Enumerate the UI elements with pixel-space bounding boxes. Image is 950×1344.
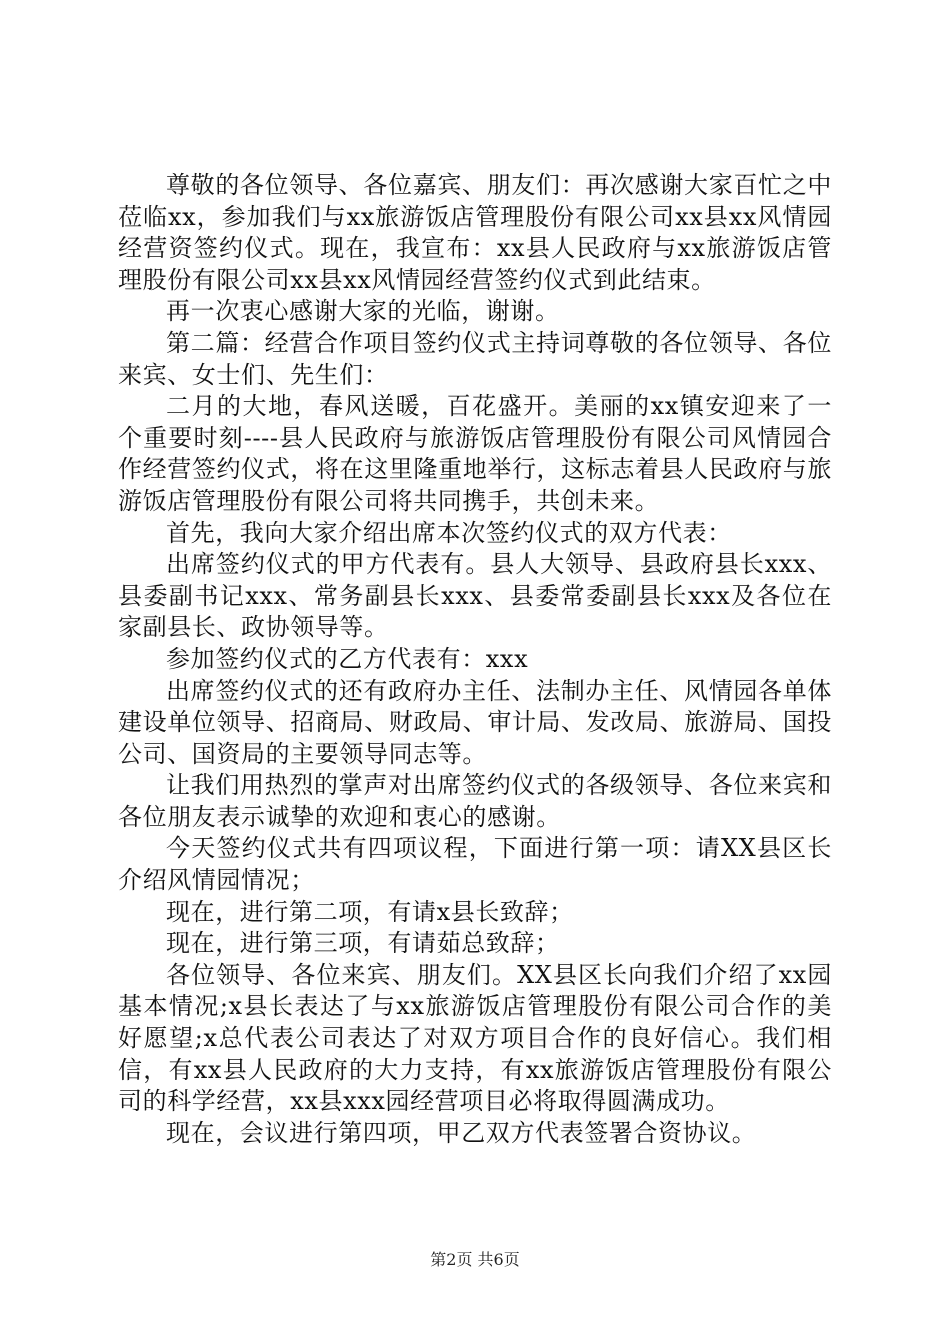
paragraph-other-attendees: 出席签约仪式的还有政府办主任、法制办主任、风情园各单体建设单位领导、招商局、财政局、审计局、发改局、旅游局、国投公司、国资局的主要领导同志等。 xyxy=(118,676,832,768)
paragraph-closing-remarks: 尊敬的各位领导、各位嘉宾、朋友们：再次感谢大家百忙之中莅临xx，参加我们与xx旅游饭店管理股份有限公司xx县xx风情园经营资签约仪式。现在，我宣布：xx县人民政府与xx旅游饭店管理股份有限公司xx县xx风情园经营签约仪式到此结束。 xyxy=(118,171,832,294)
paragraph-thanks: 再一次衷心感谢大家的光临，谢谢。 xyxy=(166,297,560,326)
paragraph-party-b-representatives: 参加签约仪式的乙方代表有：xxx xyxy=(166,644,529,673)
paragraph-applause: 让我们用热烈的掌声对出席签约仪式的各级领导、各位来宾和各位朋友表示诚挚的欢迎和衷心的感谢。 xyxy=(118,771,832,831)
page-number-footer: 第2页 共6页 xyxy=(430,1250,520,1269)
paragraph-agenda-item-one: 今天签约仪式共有四项议程，下面进行第一项：请XX县区长介绍风情园情况； xyxy=(118,834,832,895)
document-body xyxy=(118,170,832,1149)
paragraph-party-a-representatives: 出席签约仪式的甲方代表有。县人大领导、县政府县长xxx、县委副书记xxx、常务副县长xxx、县委常委副县长xxx及各位在家副县长、政协领导等。 xyxy=(118,550,832,642)
paragraph-agenda-item-two: 现在，进行第二项，有请x县长致辞； xyxy=(166,897,574,926)
paragraph-opening: 二月的大地，春风送暖，百花盛开。美丽的xx镇安迎来了一个重要时刻----县人民政府与旅游饭店管理股份有限公司风情园合作经营签约仪式，将在这里隆重地举行，这标志着县人民政府与旅游饭店管理股份有限公司将共同携手，共创未来。 xyxy=(118,392,832,515)
paragraph-introduce-representatives: 首先，我向大家介绍出席本次签约仪式的双方代表： xyxy=(166,518,732,547)
paragraph-second-article-heading: 第二篇：经营合作项目签约仪式主持词尊敬的各位领导、各位来宾、女士们、先生们： xyxy=(118,328,832,389)
paragraph-agenda-item-four: 现在，会议进行第四项，甲乙双方代表签署合资协议。 xyxy=(166,1118,757,1147)
paragraph-summary: 各位领导、各位来宾、朋友们。XX县区长向我们介绍了xx园基本情况;x县长表达了与xx旅游饭店管理股份有限公司合作的美好愿望;x总代表公司表达了对双方项目合作的良好信心。我们相信，有xx县人民政府的大力支持，有xx旅游饭店管理股份有限公司的科学经营，xx县xxx园经营项目必将取得圆满成功。 xyxy=(118,960,832,1116)
paragraph-agenda-item-three: 现在，进行第三项，有请茹总致辞； xyxy=(166,929,560,958)
